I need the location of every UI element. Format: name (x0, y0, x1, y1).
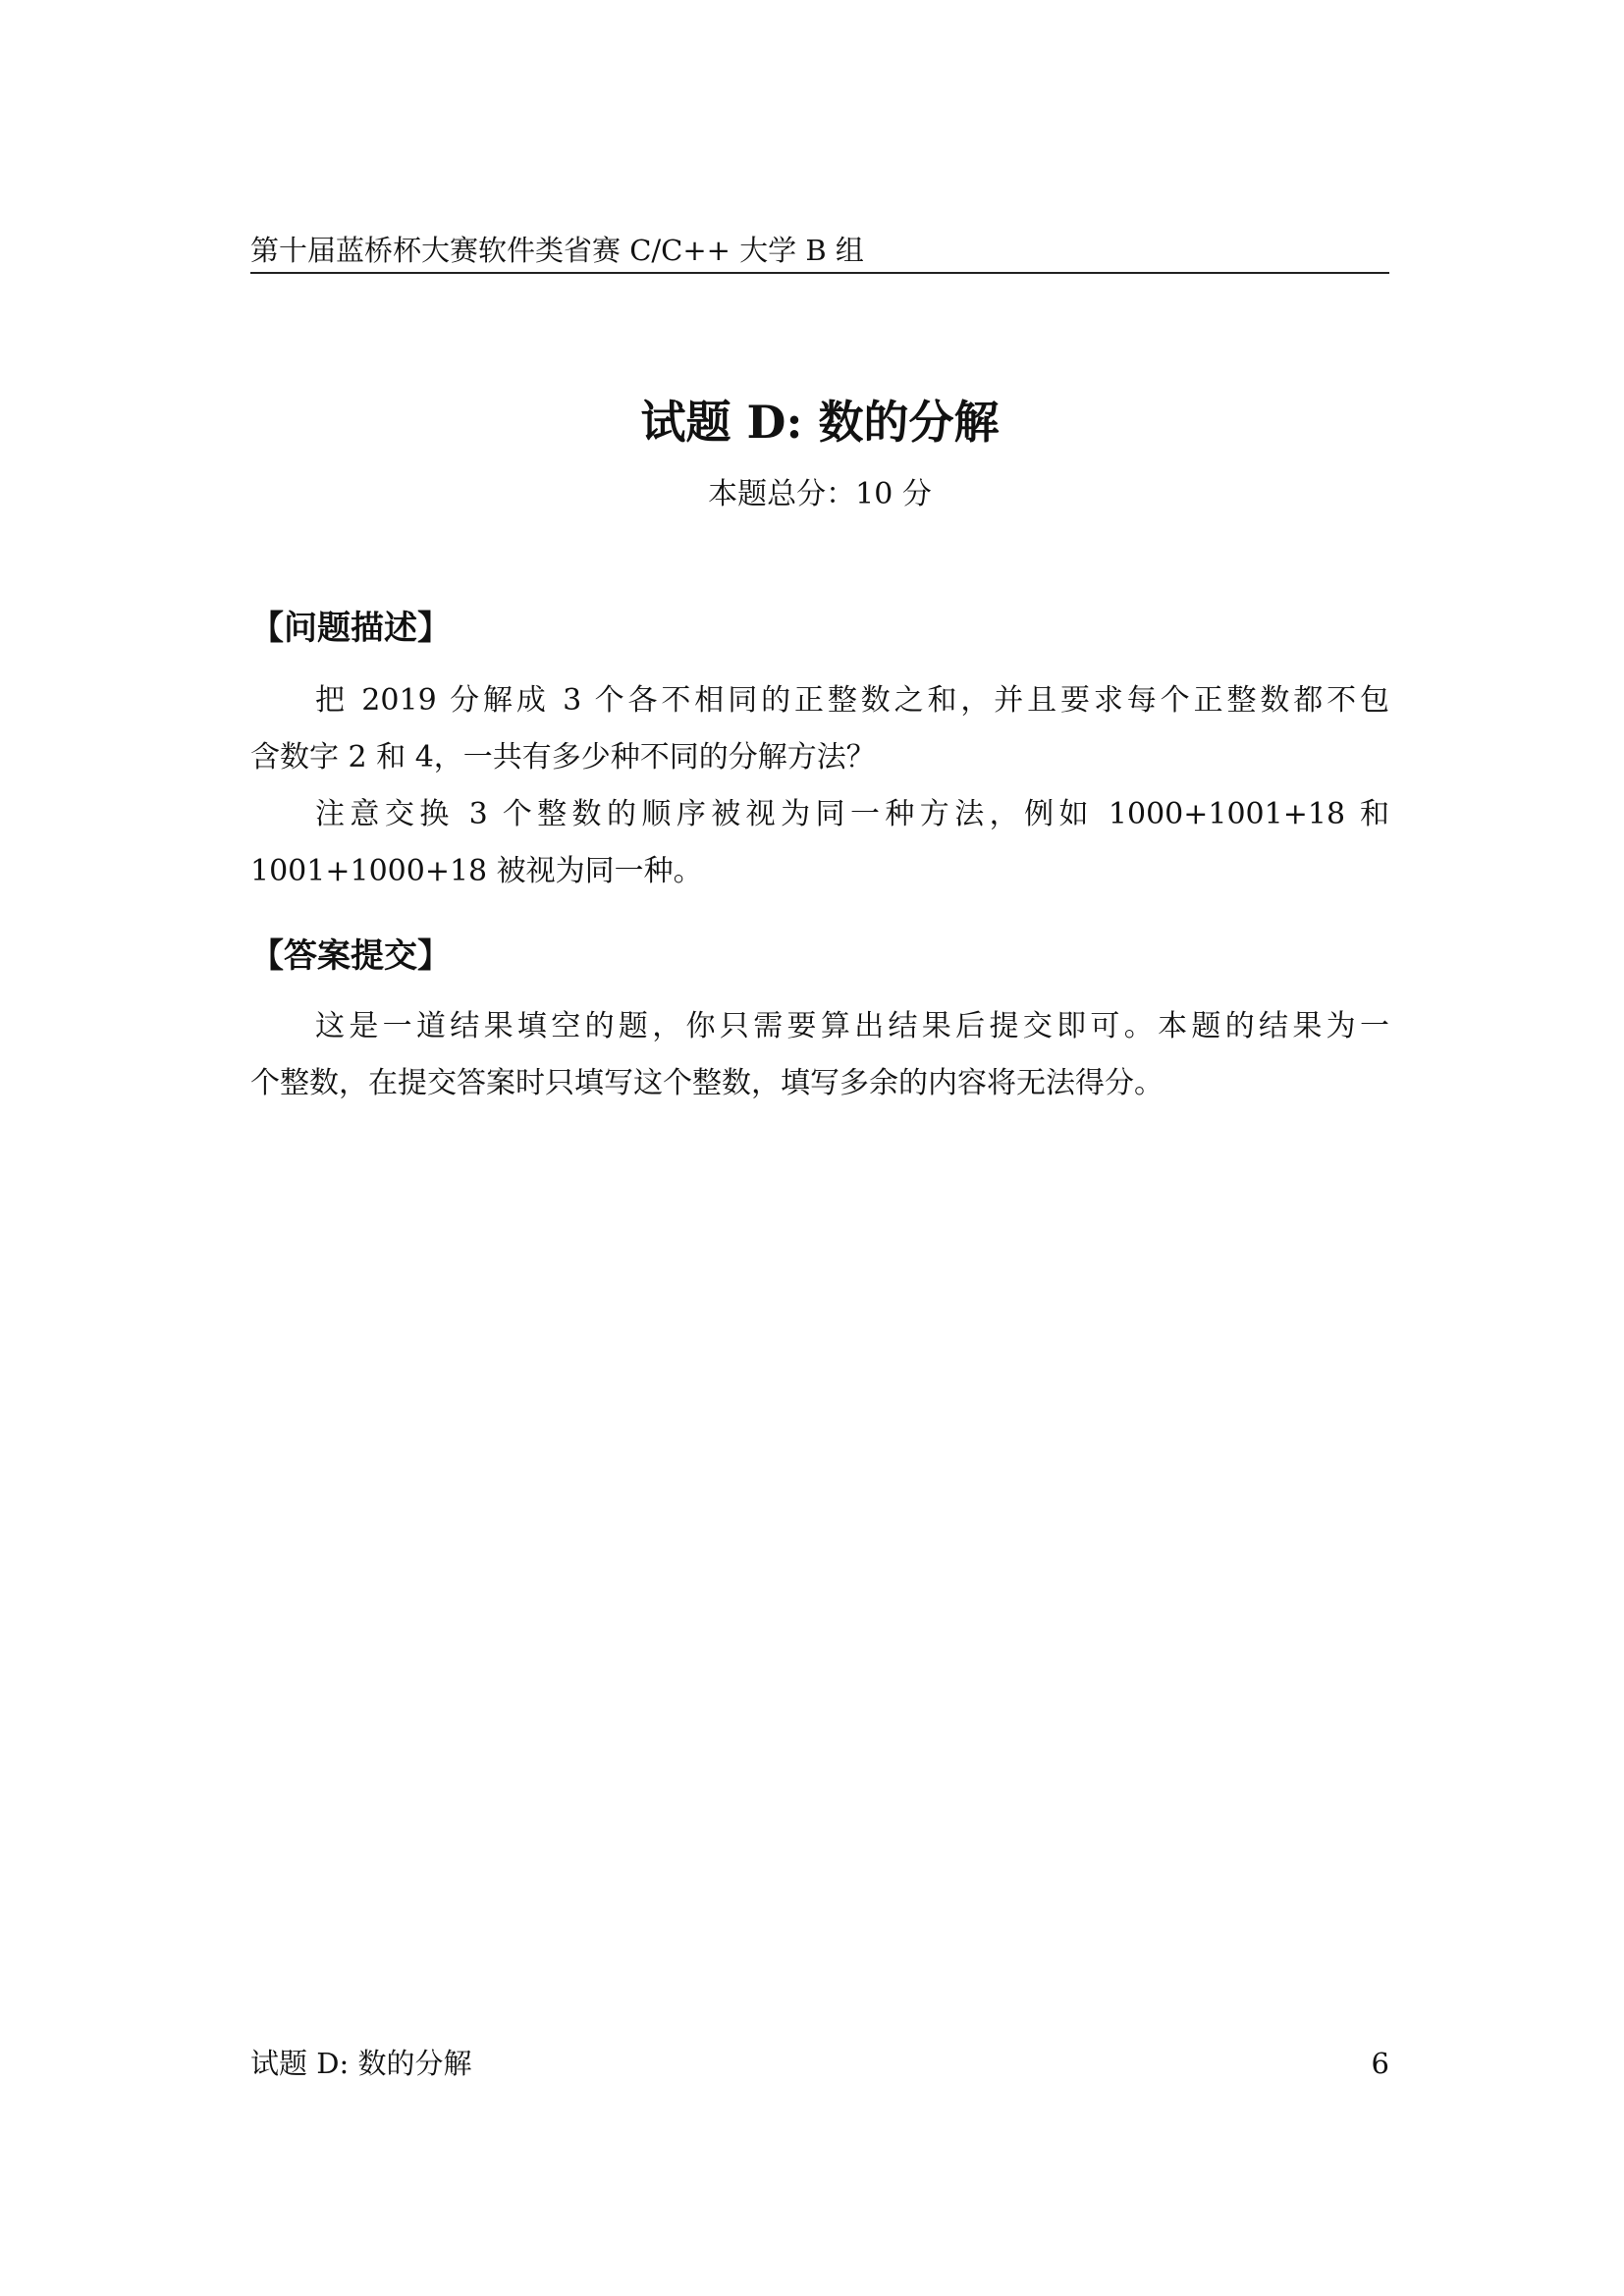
page-number: 6 (1371, 2047, 1389, 2080)
paragraph-line: 注意交换 3 个整数的顺序被视为同一种方法，例如 1000+1001+18 和 (315, 797, 1389, 831)
paragraph-line: 这是一道结果填空的题，你只需要算出结果后提交即可。本题的结果为一 (315, 1009, 1389, 1043)
paragraph-line: 个整数，在提交答案时只填写这个整数，填写多余的内容将无法得分。 (250, 1066, 1164, 1100)
problem-title: 试题 D: 数的分解 (640, 396, 1000, 449)
header-rule (250, 272, 1389, 274)
paragraph-line: 把 2019 分解成 3 个各不相同的正整数之和，并且要求每个正整数都不包 (315, 683, 1389, 718)
section-heading-description: 【问题描述】 (250, 609, 451, 648)
description-paragraph-1 (250, 679, 1389, 779)
paragraph-line: 1001+1000+18 被视为同一种。 (250, 854, 703, 888)
paragraph-line: 含数字 2 和 4，一共有多少种不同的分解方法？ (250, 740, 876, 774)
submission-paragraph (250, 1005, 1389, 1105)
section-heading-submission: 【答案提交】 (250, 936, 451, 976)
footer-title: 试题 D: 数的分解 (250, 2047, 472, 2080)
description-paragraph-2 (250, 793, 1389, 893)
running-header: 第十届蓝桥杯大赛软件类省赛 C/C++ 大学 B 组 (250, 234, 864, 267)
problem-score: 本题总分：10 分 (708, 477, 932, 511)
